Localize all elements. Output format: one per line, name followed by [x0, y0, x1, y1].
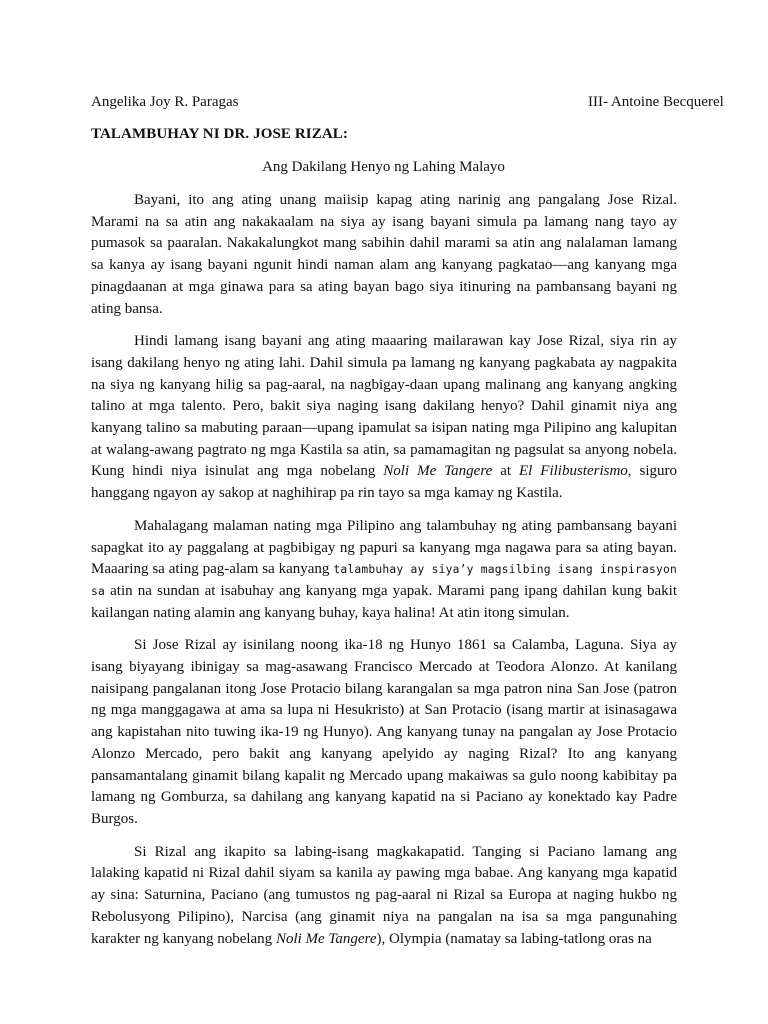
paragraph-4: Si Jose Rizal ay isinilang noong ika-18 ng Hunyo 1861 sa Calamba, Laguna. Siya ay isang biyayang ibinigay sa mag-asawang Francisco Mercado at Teodora Alonzo. At kanilang naisipang pangalanan itong Jose Protacio bilang karangalan sa mga patron nina San Jose (patron ng mga manggagawa at ama sa lupa ni Hesukristo) at San Protacio (isang martir at isinasagawa ang kapistahan nito tuwing ika-19 ng Hunyo). Ang kanyang tunay na pangalan ay Jose Protacio Alonzo Mercado, pero bakit ang kanyang apelyido ay naging Rizal? Ito ang kanyang pansamantalang ginamit bilang kapalit ng Mercado upang makaiwas sa gulo noong kabibitay pa lamang ng Gomburza, sa dahilang ang kanyang kapatid na si Paciano ay konektado kay Padre Burgos. — [91, 637, 677, 827]
paragraph-2 — [91, 331, 677, 505]
paragraph-1: Bayani, ito ang ating unang maiisip kapag ating narinig ang pangalang Jose Rizal. Marami na sa atin ang nakakaalam na siya ay isang bayani simula pa lamang nang tayo ay pumasok sa paaralan. Nakakalungkot mang sabihin dahil marami sa atin ang nalalaman lamang sa kanya ay isang bayani ngunit hindi naman alam ang kanyang pagkatao—ang kanyang mga pinagdaanan at mga ginawa para sa ating bayan bago siya itinuring na pambansang bayani ng ating bansa. — [91, 192, 677, 317]
paragraph-2-text-a: Hindi lamang isang bayani ang ating maaaring mailarawan kay Jose Rizal, siya rin ay isang dakilang henyo ng ating lahi. Dahil simula pa lamang ng kanyang pagkabata ay nagpakita na siya ng kanyang hilig sa pag-aaral, na nagbigay-daan upang malinang ang kanyang angking talino at mga talento. Pero, bakit siya naging isang dakilang henyo? Dahil ginamit niya ang kanyang talino sa mabuting paraan—upang ipamulat sa isipan nating mga Pilipino ang kalupitan at walang-awang pagtrato ng mga Kastila sa atin, sa pamamagitan ng pagsulat sa anyong nobela. Kung hindi niya isinulat ang mga nobelang — [91, 333, 677, 480]
paragraph-2-text-c: , siguro hanggang ngayon ay sakop at naghihirap pa rin tayo sa mga kamay ng Kastila. — [91, 463, 677, 502]
document-title: TALAMBUHAY NI DR. JOSE RIZAL: — [91, 126, 348, 142]
novel-title-fili: El Filibusterismo — [519, 463, 628, 480]
novel-title-noli: Noli Me Tangere — [383, 463, 493, 480]
paragraph-5-text-b: ), Olympia (namatay sa labing-tatlong oras na — [376, 930, 652, 947]
paragraph-3-typewriter-text: talambuhay ay siya’y magsilbing isang inspirasyon sa — [91, 563, 677, 598]
author-name: Angelika Joy R. Paragas — [91, 94, 239, 110]
paragraph-3-text-b: atin na sundan at isabuhay ang kanyang mga yapak. Marami pang ipang dahilan kung bakit kailangan nating alamin ang kanyang buhay, kaya halina! At atin itong simulan. — [91, 582, 677, 621]
class-section: III- Antoine Becquerel — [588, 94, 724, 110]
paragraph-5-text-a: Si Rizal ang ikapito sa labing-isang magkakapatid. Tanging si Paciano lamang ang lalaking kapatid ni Rizal dahil siyam sa kanila ay pawing mga babae. Ang kanyang mga kapatid ay sina: Saturnina, Paciano (ang tumustos ng pag-aaral ni Rizal sa Europa at naging hukbo ng Rebolusyong Pilipino), Narcisa (ang ginamit niya na pangalan na isa sa mga pangunahing karakter ng kanyang nobelang — [91, 843, 677, 947]
document-header — [91, 94, 724, 116]
document-body — [91, 190, 677, 950]
paragraph-2-text-b: at — [492, 463, 519, 480]
novel-title-noli-2: Noli Me Tangere — [275, 930, 377, 947]
paragraph-5 — [91, 842, 677, 951]
paragraph-3-text-a: Mahalagang malaman nating mga Pilipino ang talambuhay ng ating pambansang bayani sapagkat ito ay paggalang at pagbibigay ng papuri sa kanyang mga nagawa para sa ating bayan. Maaaring sa ating pag-alam sa kanyang — [91, 517, 677, 578]
paragraph-3 — [91, 516, 677, 625]
document-subtitle: Ang Dakilang Henyo ng Lahing Malayo — [262, 159, 505, 175]
